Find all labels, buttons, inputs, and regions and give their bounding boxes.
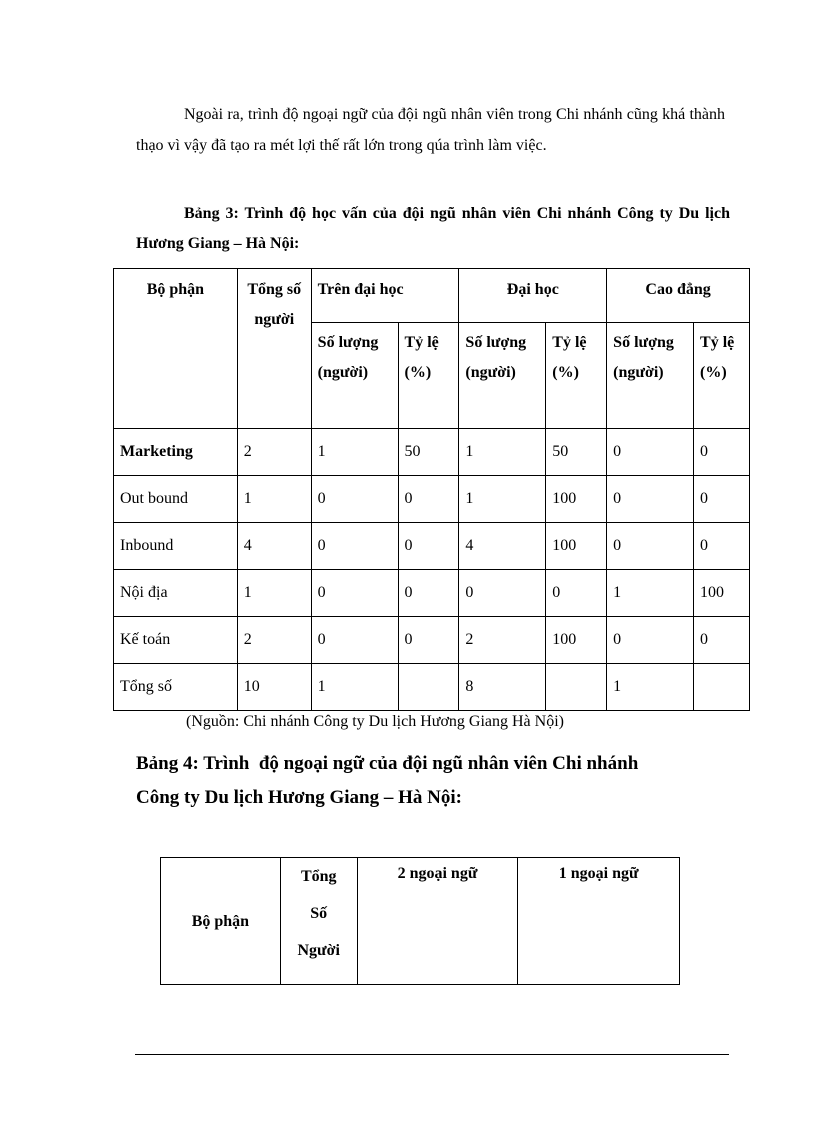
table4-caption-line1: Bảng 4: Trình độ ngoại ngữ của đội ngũ nhân viên Chi nhánh xyxy=(136,753,639,774)
cell-total: 4 xyxy=(237,523,311,570)
cell-total: 1 xyxy=(237,476,311,523)
cell-value xyxy=(546,664,607,711)
cell-value: 8 xyxy=(459,664,546,711)
cell-value: 0 xyxy=(607,617,694,664)
cell-value: 0 xyxy=(459,570,546,617)
cell-value: 1 xyxy=(311,664,398,711)
header-total xyxy=(280,858,357,985)
header-university: Đại học xyxy=(459,269,607,323)
cell-value: 1 xyxy=(311,429,398,476)
subheader-ratio: Tỷ lệ (%) xyxy=(398,323,459,429)
cell-value: 0 xyxy=(311,476,398,523)
cell-value: 1 xyxy=(607,664,694,711)
cell-dept: Tổng số xyxy=(114,664,238,711)
cell-value: 0 xyxy=(607,429,694,476)
cell-value: 0 xyxy=(694,476,750,523)
cell-value: 100 xyxy=(546,523,607,570)
table-header-row xyxy=(161,858,680,985)
cell-value xyxy=(398,664,459,711)
cell-total: 10 xyxy=(237,664,311,711)
cell-value: 1 xyxy=(459,476,546,523)
header-postgrad: Trên đại học xyxy=(311,269,459,323)
header-department: Bộ phận xyxy=(114,269,238,429)
language-level-table xyxy=(160,857,680,985)
cell-value: 0 xyxy=(311,570,398,617)
intro-paragraph: Ngoài ra, trình độ ngoại ngữ của đội ngũ nhân viên trong Chi nhánh cũng khá thành thạo vì vậy đã tạo ra mét lợi thế rất lớn trong qúa trình làm việc. xyxy=(136,106,725,154)
cell-dept: Marketing xyxy=(114,429,238,476)
table4-caption xyxy=(136,747,736,815)
cell-value: 0 xyxy=(311,617,398,664)
subheader-ratio: Tỷ lệ (%) xyxy=(546,323,607,429)
table-row xyxy=(114,476,750,523)
cell-dept: Inbound xyxy=(114,523,238,570)
cell-value: 0 xyxy=(694,523,750,570)
cell-value: 0 xyxy=(694,617,750,664)
cell-value: 1 xyxy=(607,570,694,617)
table-row xyxy=(114,523,750,570)
table3-caption: Bảng 3: Trình độ học vấn của đội ngũ nhân viên Chi nhánh Công ty Du lịch Hương Giang – Hà Nội: xyxy=(136,205,730,252)
cell-value: 0 xyxy=(398,476,459,523)
cell-value: 0 xyxy=(398,523,459,570)
header-college: Cao đẳng xyxy=(607,269,750,323)
table4-caption-line2: Công ty Du lịch Hương Giang – Hà Nội: xyxy=(136,787,462,808)
header-total: Tổng số người xyxy=(237,269,311,429)
education-level-table xyxy=(113,268,750,711)
subheader-count: Số lượng (người) xyxy=(459,323,546,429)
header-department: Bộ phận xyxy=(161,858,281,985)
cell-value: 0 xyxy=(607,476,694,523)
cell-value: 50 xyxy=(398,429,459,476)
table-row xyxy=(114,570,750,617)
subheader-count: Số lượng (người) xyxy=(607,323,694,429)
cell-value: 0 xyxy=(607,523,694,570)
cell-dept: Nội địa xyxy=(114,570,238,617)
table-total-row xyxy=(114,664,750,711)
cell-total: 2 xyxy=(237,429,311,476)
table3-source: (Nguồn: Chi nhánh Công ty Du lịch Hương Giang Hà Nội) xyxy=(186,713,564,730)
cell-total: 1 xyxy=(237,570,311,617)
cell-value: 0 xyxy=(398,617,459,664)
header-total-line: Người xyxy=(297,942,340,959)
cell-value: 0 xyxy=(398,570,459,617)
footer-rule xyxy=(135,1054,729,1055)
cell-value xyxy=(694,664,750,711)
cell-value: 2 xyxy=(459,617,546,664)
table-row xyxy=(114,429,750,476)
cell-value: 100 xyxy=(546,476,607,523)
table-row xyxy=(114,617,750,664)
table-header-row xyxy=(114,269,750,323)
subheader-count: Số lượng (người) xyxy=(311,323,398,429)
subheader-ratio: Tỷ lệ (%) xyxy=(694,323,750,429)
cell-total: 2 xyxy=(237,617,311,664)
cell-value: 0 xyxy=(546,570,607,617)
header-one-language: 1 ngoại ngữ xyxy=(518,858,680,985)
cell-value: 100 xyxy=(546,617,607,664)
cell-dept: Kế toán xyxy=(114,617,238,664)
cell-value: 0 xyxy=(694,429,750,476)
header-two-languages: 2 ngoại ngữ xyxy=(357,858,518,985)
cell-value: 100 xyxy=(694,570,750,617)
header-total-line: Số xyxy=(310,905,328,922)
cell-value: 0 xyxy=(311,523,398,570)
cell-dept: Out bound xyxy=(114,476,238,523)
header-total-line: Tổng xyxy=(300,868,337,885)
cell-value: 50 xyxy=(546,429,607,476)
cell-value: 1 xyxy=(459,429,546,476)
cell-value: 4 xyxy=(459,523,546,570)
